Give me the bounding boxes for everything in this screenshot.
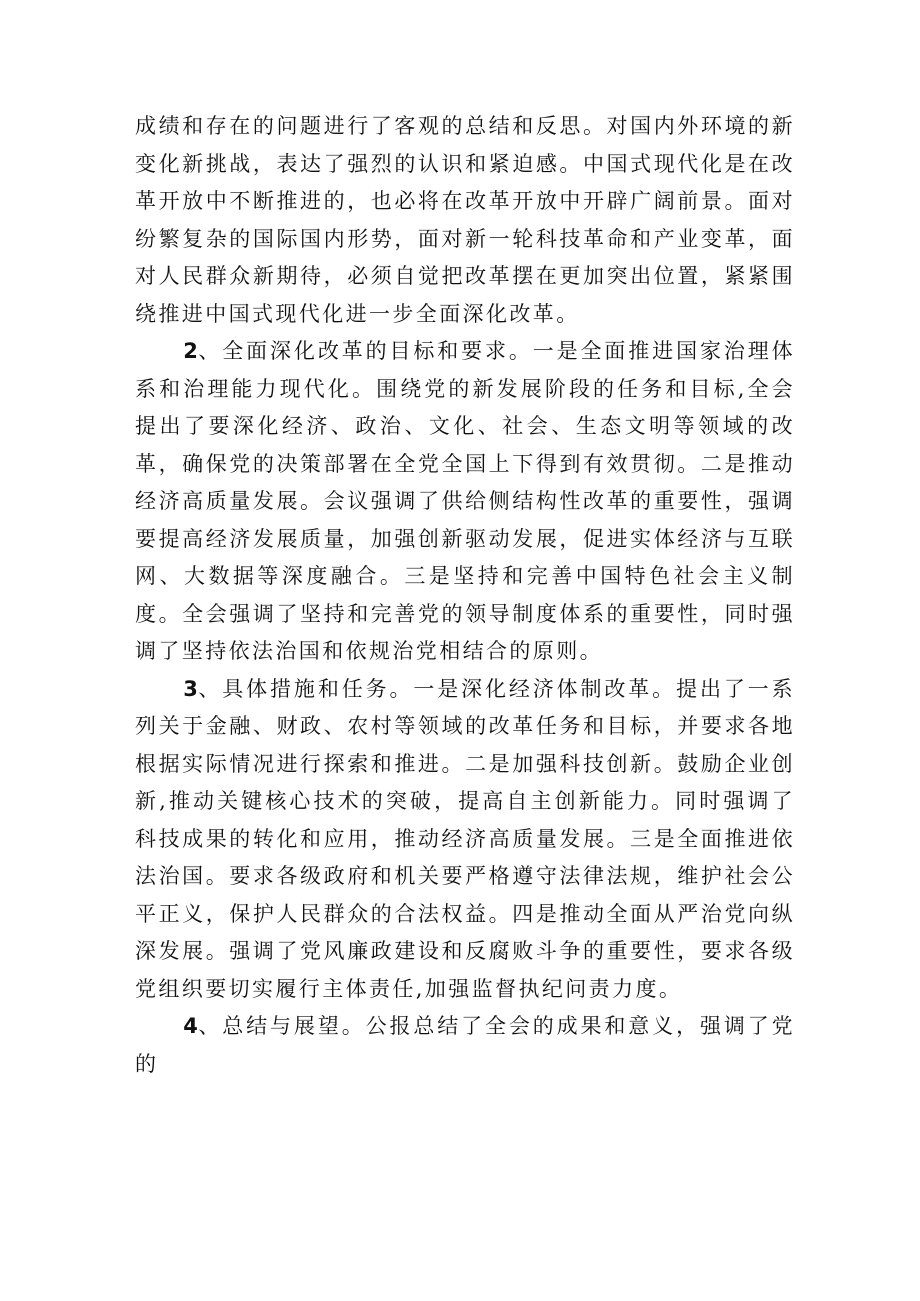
paragraph-4	[135, 1008, 795, 1083]
paragraph-3-text: 、具体措施和任务。一是深化经济体制改革。提出了一系列关于金融、财政、农村等领域的改革任务和目标，并要求各地根据实际情况进行探索和推进。二是加强科技创新。鼓励企业创新,推动关键核心技术的突破，提高自主创新能力。同时强调了科技成果的转化和应用，推动经济高质量发展。三是全面推进依法治国。要求各级政府和机关要严格遵守法律法规，维护社会公平正义，保护人民群众的合法权益。四是推动全面从严治党向纵深发展。强调了党风廉政建设和反腐败斗争的重要性，要求各级党组织要切实履行主体责任,加强监督执纪问责力度。	[135, 676, 795, 1001]
paragraph-1	[135, 108, 795, 333]
paragraph-2-number: 2	[183, 339, 198, 363]
paragraph-4-number: 4	[183, 1014, 198, 1038]
paragraph-3	[135, 671, 795, 1009]
paragraph-3-number: 3	[183, 676, 198, 701]
paragraph-2-text: 、全面深化改革的目标和要求。一是全面推进国家治理体系和治理能力现代化。围绕党的新发展阶段的任务和目标,全会提出了要深化经济、政治、文化、社会、生态文明等领域的改革，确保党的决策部署在全党全国上下得到有效贯彻。二是推动经济高质量发展。会议强调了供给侧结构性改革的重要性，强调要提高经济发展质量，加强创新驱动发展，促进实体经济与互联网、大数据等深度融合。三是坚持和完善中国特色社会主义制度。全会强调了坚持和完善党的领导制度体系的重要性，同时强调了坚持依法治国和依规治党相结合的原则。	[135, 339, 795, 663]
paragraph-1-text: 成绩和存在的问题进行了客观的总结和反思。对国内外环境的新变化新挑战，表达了强烈的认识和紧迫感。中国式现代化是在改革开放中不断推进的，也必将在改革开放中开辟广阔前景。面对纷繁复杂的国际国内形势，面对新一轮科技革命和产业变革，面对人民群众新期待，必须自觉把改革摆在更加突出位置，紧紧围绕推进中国式现代化进一步全面深化改革。	[135, 114, 795, 326]
document-body	[135, 108, 795, 1083]
paragraph-2	[135, 333, 795, 671]
paragraph-4-text: 、总结与展望。公报总结了全会的成果和意义，强调了党的	[135, 1014, 795, 1076]
